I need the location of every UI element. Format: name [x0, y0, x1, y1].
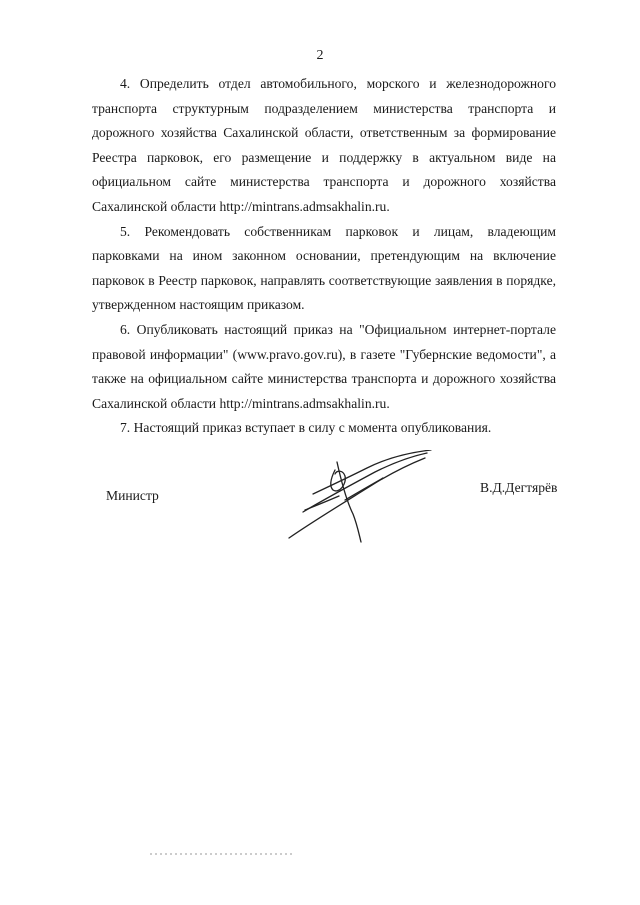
scan-artifact-line	[150, 852, 295, 856]
page-number: 2	[316, 48, 324, 63]
document-body	[92, 72, 556, 441]
paragraph-7: 7. Настоящий приказ вступает в силу с момента опубликования.	[120, 420, 492, 436]
paragraph-4: 4. Определить отдел автомобильного, морского и железнодорожного транспорта структурным подразделением министерства транспорта и дорожного хозяйства Сахалинской области, ответственным за формирование Реестра парковок, его размещение и поддержку в актуальном виде на официальном сайте министерства транспорта и дорожного хозяйства Сахалинской области http://mintrans.admsakhalin.ru.	[92, 76, 556, 214]
signatory-title: Министр	[106, 488, 159, 503]
handwritten-signature	[285, 450, 435, 545]
paragraph-6: 6. Опубликовать настоящий приказ на "Официальном интернет-портале правовой информации" (www.pravo.gov.ru), в газете "Губернские ведомости", а также на официальном сайте министерства транспорта и дорожного хозяйства Сахалинской области http://mintrans.admsakhalin.ru.	[92, 321, 556, 411]
signatory-name: В.Д.Дегтярёв	[480, 480, 558, 495]
signature-block	[0, 450, 640, 550]
paragraph-5: 5. Рекомендовать собственникам парковок и лицам, владеющим парковками на ином законном основании, претендующим на включение парковок в Реестр парковок, направлять соответствующие заявления в порядке, утвержденном настоящим приказом.	[92, 223, 556, 313]
